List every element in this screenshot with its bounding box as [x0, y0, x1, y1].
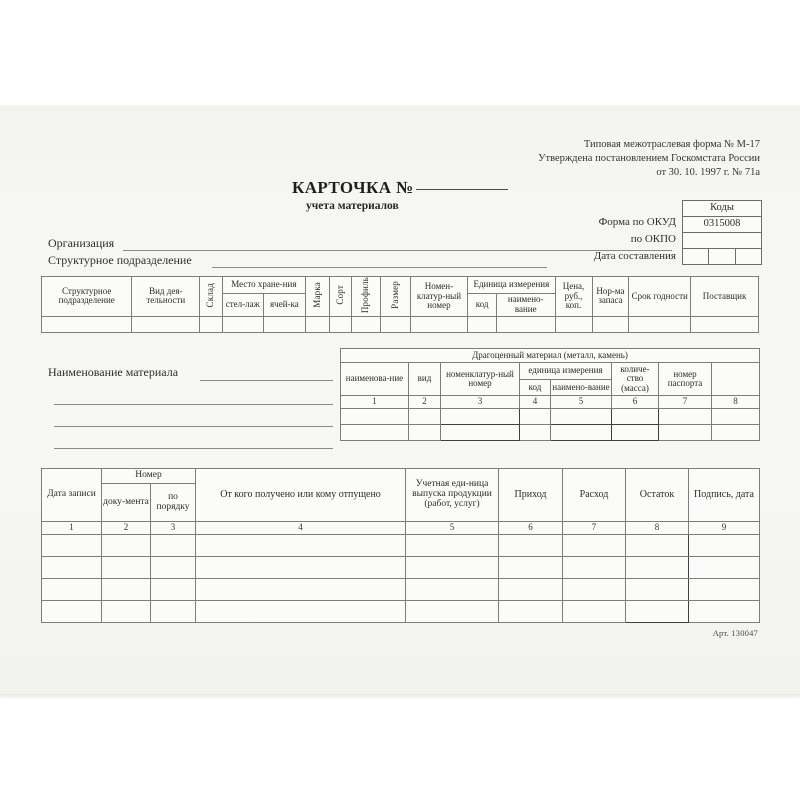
- cell-unit-code[interactable]: [468, 316, 497, 332]
- cell-precious-passport-number[interactable]: [659, 409, 712, 425]
- cell-nomenclature-number[interactable]: [410, 316, 468, 332]
- cell-price[interactable]: [555, 316, 592, 332]
- precious-material-table: [340, 348, 760, 441]
- th-size: Размер: [380, 277, 410, 317]
- cell-rack[interactable]: [222, 316, 263, 332]
- th-price: Цена, руб., коп.: [555, 277, 592, 317]
- th-unit-code: код: [468, 294, 497, 317]
- colnum-8: 8: [626, 522, 689, 535]
- cell-receipt[interactable]: [499, 535, 563, 557]
- cell-cell[interactable]: [263, 316, 305, 332]
- colnum-7: 7: [659, 396, 712, 409]
- table-row[interactable]: [42, 601, 760, 623]
- th-precious-kind: вид: [409, 363, 441, 396]
- th-unit-of-measure: Единица измерения: [468, 277, 555, 294]
- cell-signature-date[interactable]: [689, 535, 760, 557]
- colnum-3: 3: [441, 396, 520, 409]
- cell-precious-passport-number[interactable]: [659, 425, 712, 441]
- cell-precious-last[interactable]: [712, 409, 760, 425]
- th-shelf-life: Срок годности: [629, 277, 691, 317]
- th-nomenclature-number: Номен-клатур-ный номер: [410, 277, 468, 317]
- cell-precious-quantity[interactable]: [612, 425, 659, 441]
- th-balance: Остаток: [626, 469, 689, 522]
- th-unit-name: наимено-вание: [496, 294, 555, 317]
- cell-receipt[interactable]: [499, 601, 563, 623]
- th-structural-subdivision: Структурное подразделение: [42, 277, 132, 317]
- colnum-9: 9: [689, 522, 760, 535]
- th-cell: ячей-ка: [263, 294, 305, 317]
- colnum-5: 5: [406, 522, 499, 535]
- label-material-name: Наименование материала: [48, 365, 179, 379]
- colnum-4: 4: [196, 522, 406, 535]
- codes-box-okud-value[interactable]: 0315008: [683, 217, 761, 233]
- cell-unit-name[interactable]: [496, 316, 555, 332]
- precious-table-header-row: [341, 363, 760, 380]
- th-number-group: Номер: [102, 469, 196, 484]
- cell-signature-date[interactable]: [689, 557, 760, 579]
- form-caption-line-3: от 30. 10. 1997 г. № 71а: [656, 167, 760, 178]
- cell-profile[interactable]: [352, 316, 381, 332]
- th-supplier: Поставщик: [691, 277, 759, 317]
- th-accounting-unit: Учетная еди-ница выпуска продукции (работ, услуг): [406, 469, 499, 522]
- organization-input-line[interactable]: [123, 250, 672, 251]
- cell-expense[interactable]: [563, 535, 626, 557]
- cell-signature-date[interactable]: [689, 601, 760, 623]
- th-order-number: по порядку: [151, 484, 196, 522]
- cell-precious-unit-code[interactable]: [520, 409, 551, 425]
- top-table-header-row: [42, 277, 759, 294]
- th-receipt: Приход: [499, 469, 563, 522]
- th-from-whom: От кого получено или кому отпущено: [196, 469, 406, 522]
- cell-order-number[interactable]: [151, 601, 196, 623]
- cell-signature-date[interactable]: [689, 579, 760, 601]
- cell-record-date[interactable]: [42, 579, 102, 601]
- cell-balance[interactable]: [626, 535, 689, 557]
- cell-document-number[interactable]: [102, 579, 151, 601]
- material-name-input-line-3[interactable]: [54, 426, 333, 427]
- th-sort: Сорт: [329, 277, 352, 317]
- cell-order-number[interactable]: [151, 557, 196, 579]
- cell-from-whom[interactable]: [196, 535, 406, 557]
- cell-document-number[interactable]: [102, 601, 151, 623]
- th-signature-date: Подпись, дата: [689, 469, 760, 522]
- cell-balance[interactable]: [626, 557, 689, 579]
- cell-record-date[interactable]: [42, 557, 102, 579]
- subdivision-input-line[interactable]: [212, 267, 547, 268]
- cell-precious-nomenclature-number[interactable]: [441, 409, 520, 425]
- colnum-6: 6: [612, 396, 659, 409]
- cell-from-whom[interactable]: [196, 557, 406, 579]
- colnum-6: 6: [499, 522, 563, 535]
- label-organization: Организация: [48, 236, 115, 250]
- cell-precious-quantity[interactable]: [612, 409, 659, 425]
- material-name-input-line-4[interactable]: [54, 448, 333, 449]
- th-profile: Профиль: [352, 277, 381, 317]
- cell-activity-type[interactable]: [132, 316, 200, 332]
- cell-record-date[interactable]: [42, 535, 102, 557]
- th-storage-place: Место хране-ния: [222, 277, 305, 294]
- label-structural-subdivision: Структурное подразделение: [48, 253, 192, 267]
- card-number-blank-rule[interactable]: [416, 189, 508, 190]
- cell-size[interactable]: [380, 316, 410, 332]
- page-title-main: КАРТОЧКА №: [292, 178, 414, 197]
- material-movement-table: [41, 468, 760, 623]
- cell-expense[interactable]: [563, 579, 626, 601]
- cell-from-whom[interactable]: [196, 579, 406, 601]
- th-stock-norm: Нор-ма запаса: [592, 277, 629, 317]
- table-row[interactable]: [42, 557, 760, 579]
- precious-table-number-row: [341, 396, 760, 409]
- cell-precious-unit-name[interactable]: [551, 409, 612, 425]
- page-title: [292, 178, 508, 212]
- cell-expense[interactable]: [563, 601, 626, 623]
- table-row[interactable]: [341, 409, 760, 425]
- colnum-3: 3: [151, 522, 196, 535]
- cell-precious-last[interactable]: [712, 425, 760, 441]
- codes-box-date-row: [683, 249, 761, 264]
- cell-accounting-unit[interactable]: [406, 557, 499, 579]
- bottom-table-number-row: [42, 522, 760, 535]
- colnum-4: 4: [520, 396, 551, 409]
- precious-table-title-row: [341, 349, 760, 363]
- th-warehouse: Склад: [200, 277, 223, 317]
- table-row[interactable]: [42, 535, 760, 557]
- th-precious-unit-name: наимено-вание: [551, 380, 612, 396]
- label-form-okud: Форма по ОКУД: [598, 216, 676, 228]
- codes-box-date-year[interactable]: [736, 249, 761, 264]
- cell-precious-kind[interactable]: [409, 409, 441, 425]
- material-attributes-table: [41, 276, 759, 333]
- cell-document-number[interactable]: [102, 557, 151, 579]
- cell-shelf-life[interactable]: [629, 316, 691, 332]
- cell-precious-kind[interactable]: [409, 425, 441, 441]
- precious-table-title: Драгоценный материал (металл, камень): [341, 349, 760, 363]
- cell-warehouse[interactable]: [200, 316, 223, 332]
- colnum-1: 1: [341, 396, 409, 409]
- colnum-8: 8: [712, 396, 760, 409]
- label-okpo: по ОКПО: [630, 233, 676, 245]
- th-precious-last: [712, 363, 760, 396]
- th-precious-nomenclature-number: номенклатур-ный номер: [441, 363, 520, 396]
- bottom-table-header-row: [42, 469, 760, 484]
- th-precious-passport-number: номер паспорта: [659, 363, 712, 396]
- page-title-subtitle: учета материалов: [306, 200, 399, 212]
- cell-supplier[interactable]: [691, 316, 759, 332]
- cell-receipt[interactable]: [499, 579, 563, 601]
- colnum-2: 2: [102, 522, 151, 535]
- cell-accounting-unit[interactable]: [406, 535, 499, 557]
- codes-box-date-month[interactable]: [709, 249, 735, 264]
- cell-sort[interactable]: [329, 316, 352, 332]
- codes-box-okpo-value[interactable]: [683, 233, 761, 249]
- th-brand: Марка: [305, 277, 329, 317]
- cell-precious-nomenclature-number[interactable]: [441, 425, 520, 441]
- article-number: Арт. 130047: [712, 628, 758, 638]
- table-row[interactable]: [341, 425, 760, 441]
- cell-brand[interactable]: [305, 316, 329, 332]
- cell-expense[interactable]: [563, 557, 626, 579]
- colnum-2: 2: [409, 396, 441, 409]
- table-row[interactable]: [42, 316, 759, 332]
- material-name-input-line-1[interactable]: [200, 380, 333, 381]
- cell-document-number[interactable]: [102, 535, 151, 557]
- cell-record-date[interactable]: [42, 601, 102, 623]
- codes-box-header: Коды: [683, 201, 761, 217]
- th-precious-unit-of-measure: единица измерения: [520, 363, 612, 380]
- form-caption-line-1: Типовая межотраслевая форма № М-17: [583, 139, 760, 150]
- th-expense: Расход: [563, 469, 626, 522]
- form-caption: [538, 138, 760, 180]
- cell-balance[interactable]: [626, 601, 689, 623]
- colnum-1: 1: [42, 522, 102, 535]
- cell-precious-unit-code[interactable]: [520, 425, 551, 441]
- cell-precious-name[interactable]: [341, 409, 409, 425]
- cell-precious-name[interactable]: [341, 425, 409, 441]
- cell-structural-subdivision[interactable]: [42, 316, 132, 332]
- colnum-7: 7: [563, 522, 626, 535]
- form-caption-line-2: Утверждена постановлением Госкомстата России: [538, 153, 760, 164]
- th-rack: стел-лаж: [222, 294, 263, 317]
- cell-stock-norm[interactable]: [592, 316, 629, 332]
- th-record-date: Дата записи: [42, 469, 102, 522]
- th-document-number: доку-мента: [102, 484, 151, 522]
- colnum-5: 5: [551, 396, 612, 409]
- th-precious-quantity: количе-ство (масса): [612, 363, 659, 396]
- cell-order-number[interactable]: [151, 535, 196, 557]
- cell-accounting-unit[interactable]: [406, 601, 499, 623]
- cell-from-whom[interactable]: [196, 601, 406, 623]
- th-precious-unit-code: код: [520, 380, 551, 396]
- codes-box-date-day[interactable]: [683, 249, 709, 264]
- table-row[interactable]: [42, 579, 760, 601]
- cell-precious-unit-name[interactable]: [551, 425, 612, 441]
- cell-receipt[interactable]: [499, 557, 563, 579]
- th-activity-type: Вид дея-тельности: [132, 277, 200, 317]
- material-name-input-line-2[interactable]: [54, 404, 333, 405]
- codes-box: [682, 200, 762, 265]
- label-compile-date: Дата составления: [593, 250, 676, 262]
- cell-accounting-unit[interactable]: [406, 579, 499, 601]
- cell-order-number[interactable]: [151, 579, 196, 601]
- th-precious-name: наименова-ние: [341, 363, 409, 396]
- cell-balance[interactable]: [626, 579, 689, 601]
